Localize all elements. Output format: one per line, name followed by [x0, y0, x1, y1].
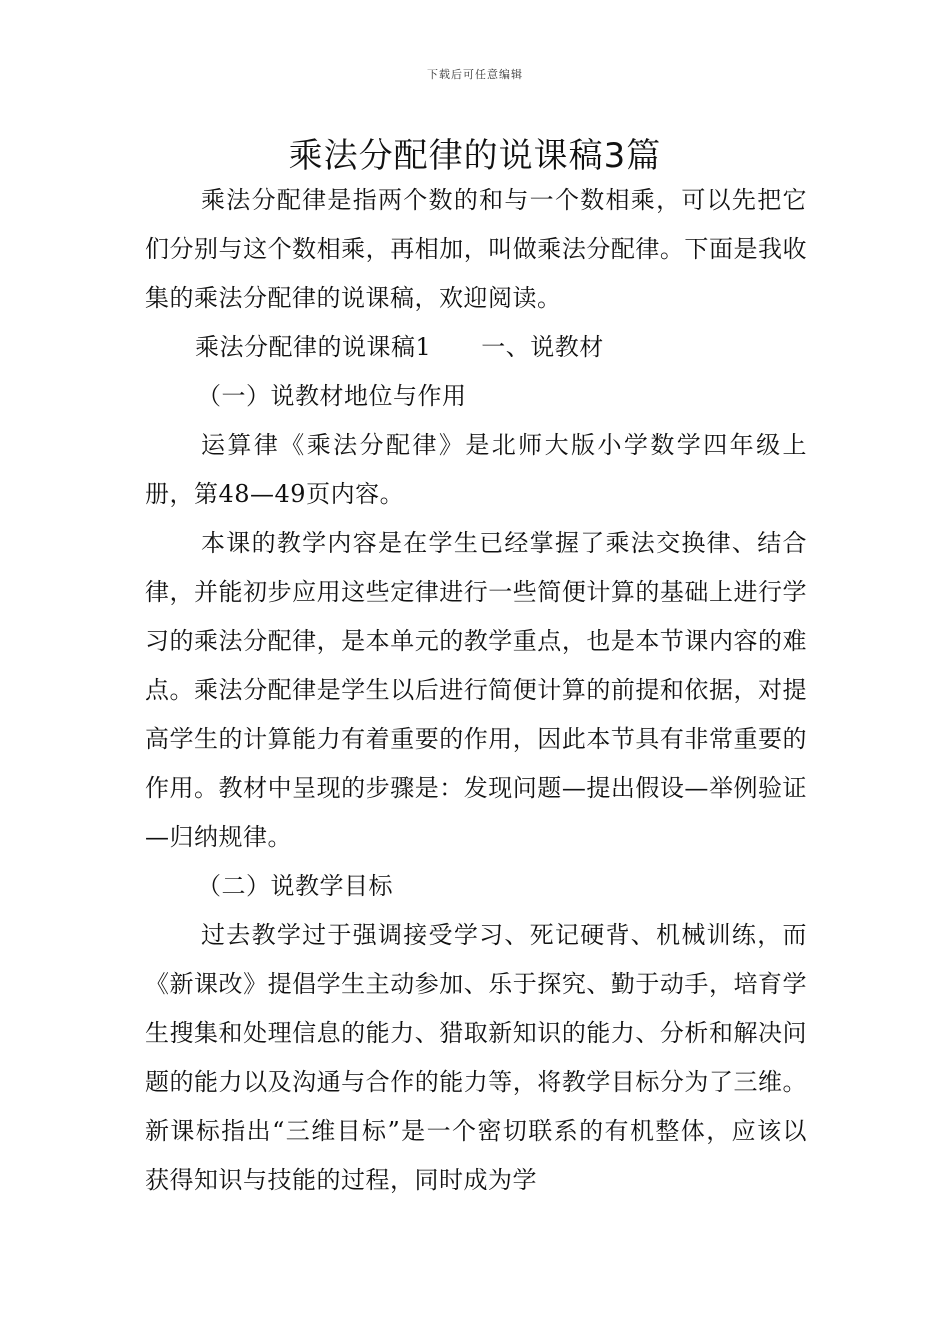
section1-paragraph-2: 本课的教学内容是在学生已经掌握了乘法交换律、结合律，并能初步应用这些定律进行一些简便计算的基础上进行学习的乘法分配律，是本单元的教学重点，也是本节课内容的难点。乘法分配律是学生以后进行简便计算的前提和依据，对提高学生的计算能力有着重要的作用，因此本节具有非常重要的作用。教材中呈现的步骤是：发现问题—提出假设—举例验证—归纳规律。 [145, 529, 807, 851]
document-body [145, 176, 807, 1205]
section2-paragraph-1: 过去教学过于强调接受学习、死记硬背、机械训练，而《新课改》提倡学生主动参加、乐于探究、勤于动手，培育学生搜集和处理信息的能力、猎取新知识的能力、分析和解决问题的能力以及沟通与合作的能力等，将教学目标分为了三维。新课标指出“三维目标”是一个密切联系的有机整体，应该以获得知识与技能的过程，同时成为学 [145, 921, 807, 1194]
header-note: 下载后可任意编辑 [427, 68, 523, 81]
section2-heading: （二）说教学目标 [197, 872, 393, 900]
lesson-title: 乘法分配律的说课稿1 [195, 333, 432, 361]
section-title: 一、说教材 [481, 333, 604, 361]
document-title: 乘法分配律的说课稿3篇 [288, 136, 662, 176]
intro-paragraph: 乘法分配律是指两个数的和与一个数相乘，可以先把它们分别与这个数相乘，再相加，叫做乘法分配律。下面是我收集的乘法分配律的说课稿，欢迎阅读。 [145, 186, 807, 312]
section1-paragraph-1: 运算律《乘法分配律》是北师大版小学数学四年级上册，第48—49页内容。 [145, 431, 807, 508]
section1-heading: （一）说教材地位与作用 [197, 382, 467, 410]
lesson-heading [145, 323, 807, 372]
